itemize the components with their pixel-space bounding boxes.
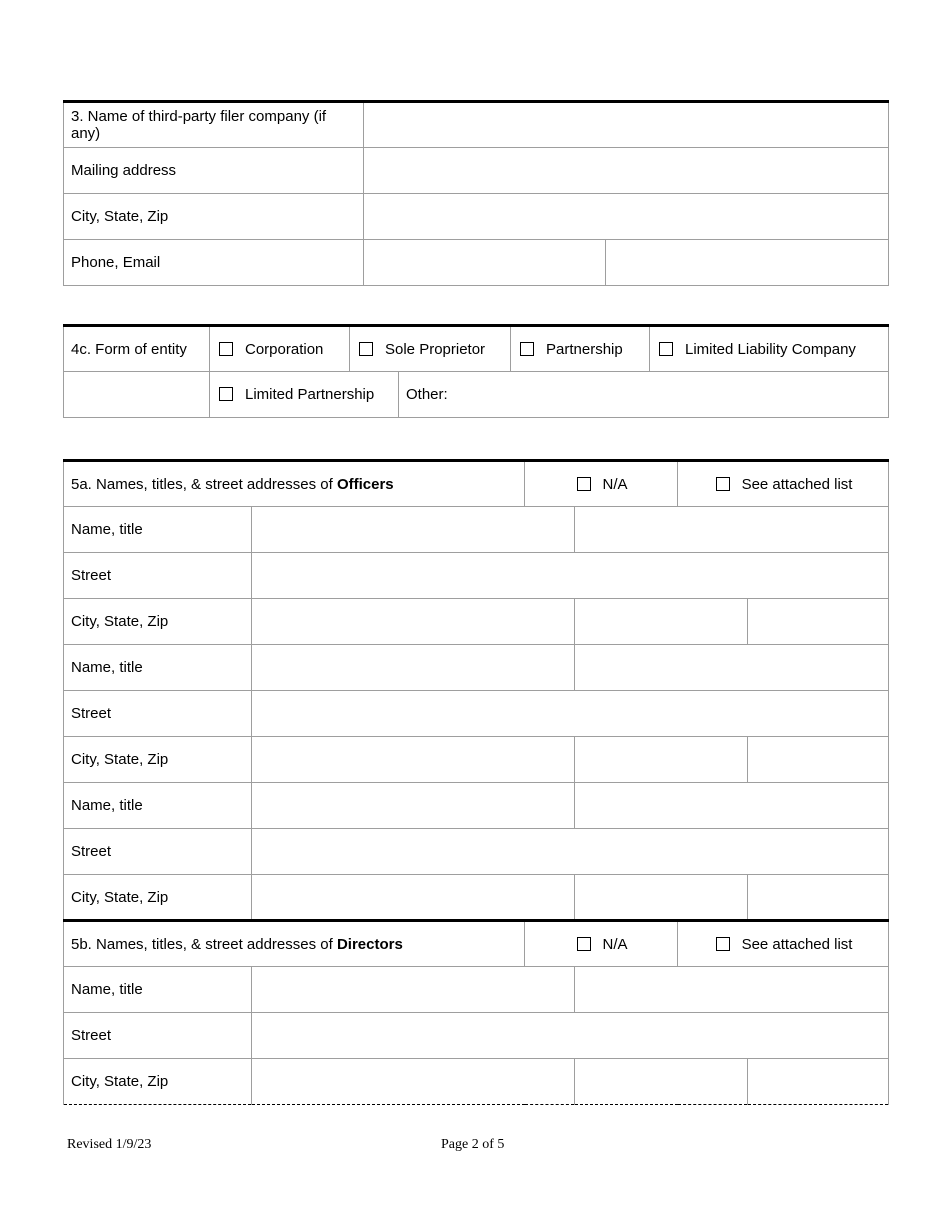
city-state-zip-field[interactable] xyxy=(364,194,889,240)
other-field[interactable] xyxy=(399,372,889,418)
city-field[interactable] xyxy=(252,737,575,783)
checkbox[interactable] xyxy=(716,937,730,951)
phone-field[interactable] xyxy=(364,240,606,286)
title-field[interactable] xyxy=(575,507,889,553)
zip-field[interactable] xyxy=(748,1059,889,1105)
city-state-zip-label: City, State, Zip xyxy=(64,599,252,645)
third-party-filer-table xyxy=(63,100,889,286)
directors-na-option[interactable]: N/A xyxy=(525,921,678,967)
form-of-entity-label: 4c. Form of entity xyxy=(64,326,210,372)
name-field[interactable] xyxy=(252,783,575,829)
page-number: Page 2 of 5 xyxy=(441,1137,505,1152)
phone-email-label: Phone, Email xyxy=(64,240,364,286)
directors-attached-option[interactable]: See attached list xyxy=(678,921,889,967)
checkbox[interactable] xyxy=(359,342,373,356)
checkbox[interactable] xyxy=(716,477,730,491)
street-field[interactable] xyxy=(252,1013,889,1059)
street-label: Street xyxy=(64,553,252,599)
state-field[interactable] xyxy=(575,1059,748,1105)
checkbox[interactable] xyxy=(219,387,233,401)
email-field[interactable] xyxy=(606,240,889,286)
street-label: Street xyxy=(64,1013,252,1059)
name-title-label: Name, title xyxy=(64,645,252,691)
city-state-zip-label: City, State, Zip xyxy=(64,194,364,240)
officers-attached-option[interactable]: See attached list xyxy=(678,461,889,507)
directors-section-title: 5b. Names, titles, & street addresses of Directors xyxy=(64,921,525,967)
officers-section-title: 5a. Names, titles, & street addresses of Officers xyxy=(64,461,525,507)
officers-na-option[interactable]: N/A xyxy=(525,461,678,507)
revised-date: Revised 1/9/23 xyxy=(67,1137,152,1152)
street-label: Street xyxy=(64,829,252,875)
title-field[interactable] xyxy=(575,645,889,691)
city-state-zip-label: City, State, Zip xyxy=(64,1059,252,1105)
option-limited-partnership[interactable]: Limited Partnership xyxy=(210,372,399,418)
state-field[interactable] xyxy=(575,875,748,921)
other-label: Other: xyxy=(406,386,448,403)
street-field[interactable] xyxy=(252,829,889,875)
checkbox[interactable] xyxy=(219,342,233,356)
zip-field[interactable] xyxy=(748,599,889,645)
name-field[interactable] xyxy=(252,507,575,553)
option-sole-proprietor[interactable]: Sole Proprietor xyxy=(350,326,511,372)
name-field[interactable] xyxy=(252,645,575,691)
street-field[interactable] xyxy=(252,691,889,737)
city-state-zip-label: City, State, Zip xyxy=(64,737,252,783)
state-field[interactable] xyxy=(575,737,748,783)
checkbox[interactable] xyxy=(520,342,534,356)
city-field[interactable] xyxy=(252,599,575,645)
name-title-label: Name, title xyxy=(64,967,252,1013)
state-field[interactable] xyxy=(575,599,748,645)
checkbox[interactable] xyxy=(659,342,673,356)
checkbox[interactable] xyxy=(577,937,591,951)
title-field[interactable] xyxy=(575,783,889,829)
city-field[interactable] xyxy=(252,1059,575,1105)
name-title-label: Name, title xyxy=(64,783,252,829)
option-llc[interactable]: Limited Liability Company xyxy=(650,326,889,372)
third-party-name-field[interactable] xyxy=(364,102,889,148)
option-partnership[interactable]: Partnership xyxy=(511,326,650,372)
zip-field[interactable] xyxy=(748,737,889,783)
mailing-address-field[interactable] xyxy=(364,148,889,194)
zip-field[interactable] xyxy=(748,875,889,921)
city-field[interactable] xyxy=(252,875,575,921)
name-field[interactable] xyxy=(252,967,575,1013)
option-corporation[interactable]: Corporation xyxy=(210,326,350,372)
city-state-zip-label: City, State, Zip xyxy=(64,875,252,921)
street-label: Street xyxy=(64,691,252,737)
form-of-entity-table xyxy=(63,324,889,418)
officers-directors-table xyxy=(63,459,889,1105)
third-party-name-label: 3. Name of third-party filer company (if any) xyxy=(64,102,364,148)
mailing-address-label: Mailing address xyxy=(64,148,364,194)
checkbox[interactable] xyxy=(577,477,591,491)
name-title-label: Name, title xyxy=(64,507,252,553)
street-field[interactable] xyxy=(252,553,889,599)
empty-cell xyxy=(64,372,210,418)
title-field[interactable] xyxy=(575,967,889,1013)
